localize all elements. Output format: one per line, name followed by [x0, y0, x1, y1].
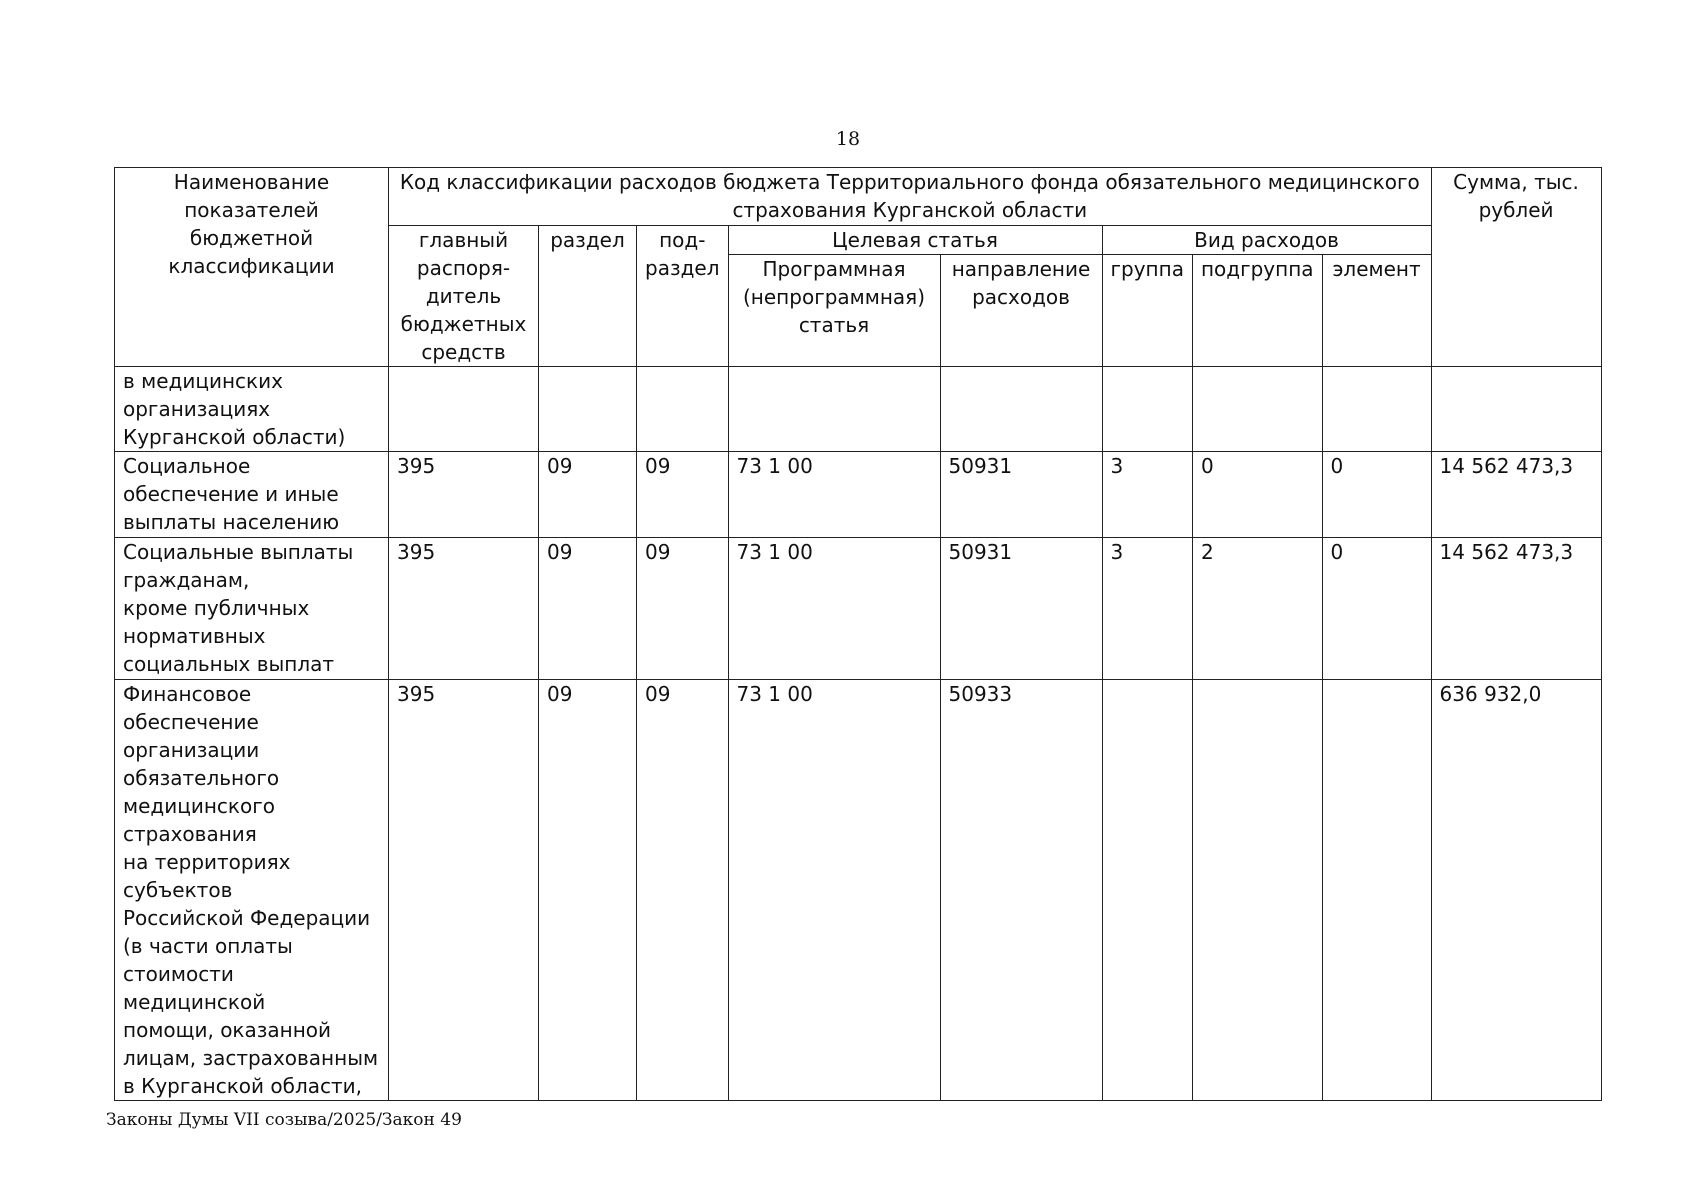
footer-document-reference: Законы Думы VII созыва/2025/Закон 49 — [106, 1110, 462, 1130]
cell-chief: 395 — [389, 452, 539, 538]
header-element: элемент — [1322, 255, 1431, 367]
cell-sum — [1431, 367, 1601, 452]
table-row — [115, 367, 1602, 452]
cell-group: 3 — [1102, 538, 1192, 680]
header-sum: Сумма, тыс. рублей — [1431, 168, 1601, 367]
cell-chief — [389, 367, 539, 452]
cell-subgroup: 0 — [1192, 452, 1322, 538]
header-section: раздел — [539, 226, 637, 367]
header-subsection: под-раздел — [637, 226, 729, 367]
row-name: Финансовое обеспечение организации обязательного медицинского страхования на территориях субъектов Российской Федерации (в части оплаты стоимости медицинской помощи, оказанной лицам, застрахованным в Курганской области, — [115, 680, 389, 1101]
cell-group: 3 — [1102, 452, 1192, 538]
cell-section: 09 — [539, 538, 637, 680]
header-chief-manager: главный распоря-дитель бюджетных средств — [389, 226, 539, 367]
cell-subsection: 09 — [637, 538, 729, 680]
cell-chief: 395 — [389, 538, 539, 680]
cell-direction: 50933 — [940, 680, 1102, 1101]
cell-subsection: 09 — [637, 452, 729, 538]
cell-program: 73 1 00 — [728, 538, 940, 680]
budget-classification-table — [114, 167, 1602, 1101]
cell-element: 0 — [1322, 538, 1431, 680]
table-row — [115, 452, 1602, 538]
cell-direction: 50931 — [940, 452, 1102, 538]
cell-program: 73 1 00 — [728, 680, 940, 1101]
cell-group — [1102, 680, 1192, 1101]
header-program: Программная (непрограммная) статья — [728, 255, 940, 367]
cell-chief: 395 — [389, 680, 539, 1101]
header-row-1 — [115, 168, 1602, 226]
cell-element: 0 — [1322, 452, 1431, 538]
row-name: Социальные выплаты гражданам, кроме публичных нормативных социальных выплат — [115, 538, 389, 680]
table-row — [115, 538, 1602, 680]
cell-section — [539, 367, 637, 452]
cell-subsection: 09 — [637, 680, 729, 1101]
cell-section: 09 — [539, 452, 637, 538]
cell-program — [728, 367, 940, 452]
page-number: 18 — [835, 128, 861, 150]
row-name: в медицинских организациях Курганской области) — [115, 367, 389, 452]
table-row — [115, 680, 1602, 1101]
cell-program: 73 1 00 — [728, 452, 940, 538]
header-code-group: Код классификации расходов бюджета Территориального фонда обязательного медицинского страхования Курганской области — [389, 168, 1432, 226]
cell-subgroup — [1192, 680, 1322, 1101]
header-expense-type: Вид расходов — [1102, 226, 1431, 255]
header-group: группа — [1102, 255, 1192, 367]
header-name: Наименование показателей бюджетной классификации — [115, 168, 389, 367]
cell-group — [1102, 367, 1192, 452]
cell-direction: 50931 — [940, 538, 1102, 680]
cell-subgroup: 2 — [1192, 538, 1322, 680]
cell-sum: 14 562 473,3 — [1431, 452, 1601, 538]
cell-element — [1322, 680, 1431, 1101]
header-direction: направление расходов — [940, 255, 1102, 367]
cell-direction — [940, 367, 1102, 452]
cell-sum: 636 932,0 — [1431, 680, 1601, 1101]
header-subgroup: подгруппа — [1192, 255, 1322, 367]
cell-subsection — [637, 367, 729, 452]
cell-subgroup — [1192, 367, 1322, 452]
cell-element — [1322, 367, 1431, 452]
header-target-article: Целевая статья — [728, 226, 1102, 255]
cell-section: 09 — [539, 680, 637, 1101]
cell-sum: 14 562 473,3 — [1431, 538, 1601, 680]
row-name: Социальное обеспечение и иные выплаты населению — [115, 452, 389, 538]
